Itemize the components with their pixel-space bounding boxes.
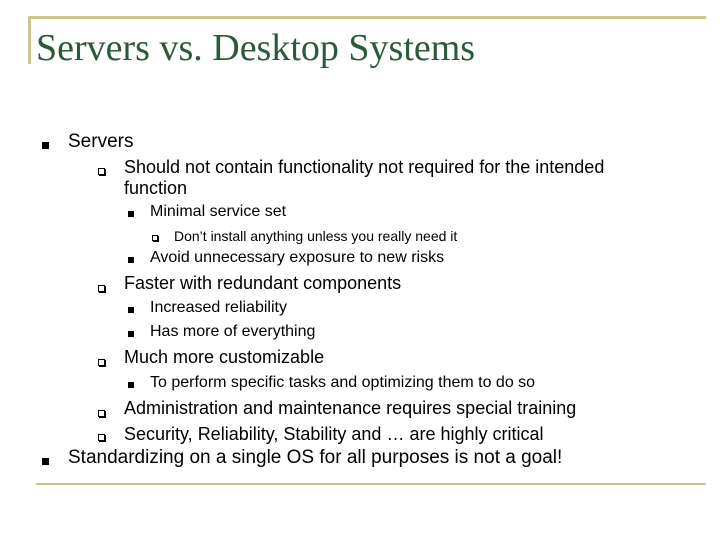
- square-bullet-icon: [128, 382, 134, 388]
- hollow-box-bullet-icon: [98, 410, 105, 417]
- bullet-security-critical: Security, Reliability, Stability and … are highly critical: [124, 424, 544, 444]
- bullet-customizable: Much more customizable: [124, 347, 325, 367]
- square-bullet-icon: [128, 307, 134, 313]
- bullet-minimal-service-set: Minimal service set: [150, 203, 287, 220]
- bullet-increased-reliability: Increased reliability: [150, 299, 287, 316]
- bullet-more-of-everything: Has more of everything: [150, 323, 316, 340]
- title-frame-top-rule: [28, 16, 706, 19]
- bullet-servers: Servers: [68, 131, 134, 152]
- square-bullet-icon: [128, 331, 134, 337]
- bullet-dont-install: Don’t install anything unless you really need it: [174, 228, 458, 244]
- hollow-box-bullet-icon: [98, 359, 105, 366]
- square-bullet-icon: [42, 142, 49, 149]
- bullet-administration: Administration and maintenance requires special training: [124, 398, 577, 418]
- hollow-box-bullet-icon: [98, 285, 105, 292]
- title-frame-left-rule: [28, 16, 31, 64]
- bullet-avoid-exposure: Avoid unnecessary exposure to new risks: [150, 249, 445, 266]
- hollow-box-bullet-icon: [98, 434, 105, 441]
- bullet-specific-tasks: To perform specific tasks and optimizing them to do so: [150, 374, 536, 391]
- hollow-box-bullet-icon: [98, 168, 105, 175]
- square-bullet-icon: [128, 211, 134, 217]
- square-bullet-icon: [42, 458, 49, 465]
- bullet-faster-redundant: Faster with redundant components: [124, 273, 402, 293]
- hollow-box-bullet-icon: [152, 235, 158, 241]
- bullet-standardizing: Standardizing on a single OS for all purposes is not a goal!: [68, 447, 563, 468]
- bottom-divider: [36, 483, 706, 485]
- bullet-no-extra-functionality-cont: function: [124, 178, 188, 198]
- square-bullet-icon: [128, 257, 134, 263]
- slide-title: Servers vs. Desktop Systems: [36, 27, 476, 69]
- bullet-no-extra-functionality: Should not contain functionality not required for the intended: [124, 157, 605, 177]
